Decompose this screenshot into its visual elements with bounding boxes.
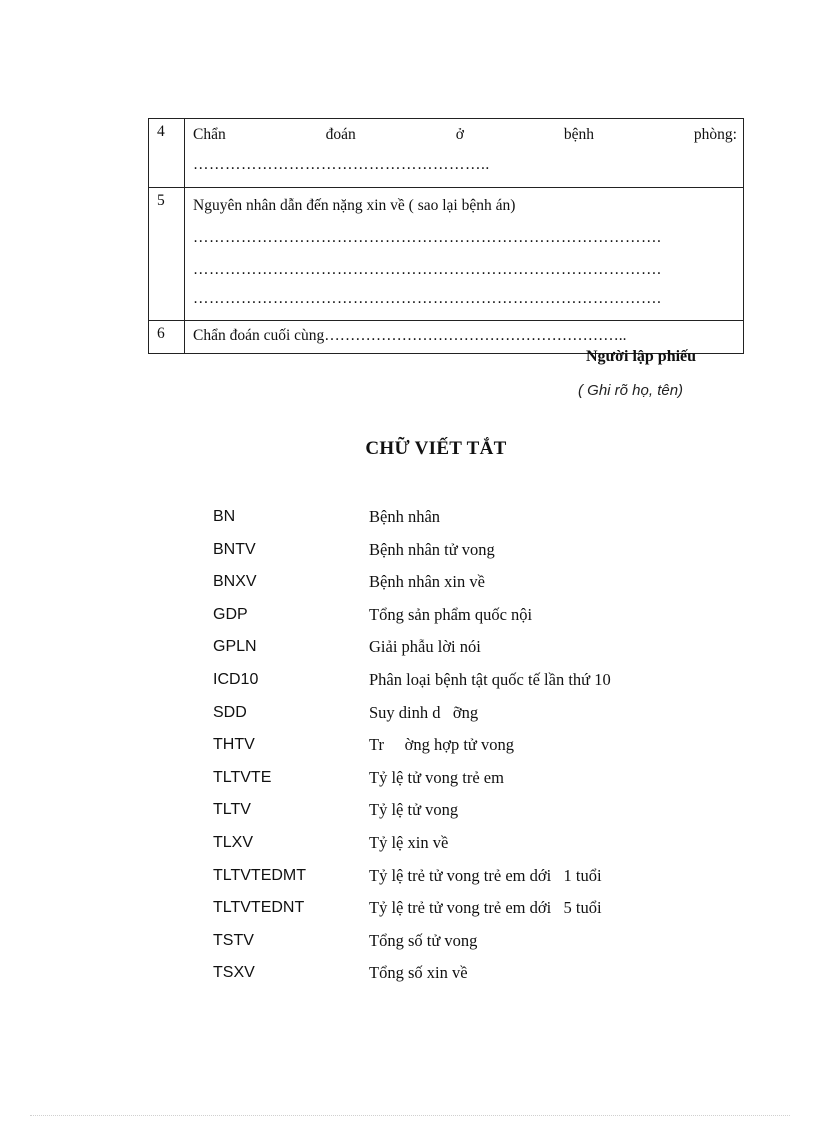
abbreviation-row [213, 766, 611, 799]
abbreviation-row [213, 961, 611, 994]
abbreviation-row [213, 635, 611, 668]
abbreviation-code: TSXV [213, 964, 255, 982]
abbreviation-meaning: Phân loại bệnh tật quốc tế lần thứ 10 [369, 669, 611, 689]
footer-divider [30, 1115, 790, 1116]
dotted-fill-line [193, 155, 737, 181]
abbreviation-code: ICD10 [213, 670, 259, 688]
abbreviation-row [213, 733, 611, 766]
abbreviation-code: TLTVTEDNT [213, 899, 305, 917]
dots: ……………………………………………………………………………. [193, 261, 662, 278]
abbreviation-row [213, 505, 611, 538]
abbreviation-meaning: Tỷ lệ trẻ tử vong trẻ em dới 5 tuổi [369, 898, 602, 918]
abbreviation-meaning: Bệnh nhân [369, 507, 441, 526]
abbreviation-meaning: Giải phẫu lời nói [369, 637, 481, 657]
signer-note: ( Ghi rõ họ, tên) [578, 382, 684, 399]
abbreviation-row [213, 798, 611, 831]
abbreviation-code: TLTV [213, 801, 251, 819]
row-title: Nguyên nhân dẫn đến nặng xin về ( sao lại bệnh án) [193, 197, 516, 214]
abbreviation-row [213, 570, 611, 603]
row-content [185, 119, 744, 188]
dots: ……………………………………………………………………………. [193, 229, 662, 246]
abbreviations-title: CHỮ VIẾT TẮT [365, 438, 507, 459]
row-number: 6 [149, 321, 185, 354]
row-label [193, 123, 737, 155]
form-table [148, 118, 744, 354]
abbreviation-meaning: Tổng sản phẩm quốc nội [369, 604, 533, 624]
label-word: bệnh [563, 126, 594, 143]
abbreviation-code: BNXV [213, 573, 257, 591]
signer-title: Người lập phiếu [586, 348, 697, 365]
abbreviation-meaning: Tổng số tử vong [369, 930, 478, 950]
dots: ……………………………………………….. [193, 156, 490, 173]
abbreviation-row [213, 668, 611, 701]
abbreviation-code: BNTV [213, 540, 256, 558]
abbreviation-meaning: Tỷ lệ tử vong [369, 800, 459, 820]
row-number: 4 [149, 119, 185, 188]
abbreviation-meaning: Bệnh nhân xin về [369, 572, 485, 592]
abbreviation-meaning: Tỷ lệ trẻ tử vong trẻ em dới 1 tuổi [369, 865, 602, 885]
abbreviation-code: TLTVTEDMT [213, 866, 307, 884]
dotted-fill-line [193, 288, 737, 314]
form-row-5 [149, 188, 744, 321]
abbreviation-code: TLTVTE [213, 768, 272, 786]
row-title: Chẩn đoán cuối cùng………………………………………………….. [193, 327, 627, 344]
row-content [185, 188, 744, 321]
form-row-4 [149, 119, 744, 188]
dotted-fill-line [193, 256, 737, 288]
abbreviation-meaning: Bệnh nhân tử vong [369, 539, 495, 559]
abbreviation-meaning: Tỷ lệ xin về [369, 832, 449, 852]
abbreviation-row [213, 864, 611, 897]
abbreviation-list [213, 505, 611, 994]
abbreviation-row [213, 831, 611, 864]
label-word: phòng: [693, 126, 737, 143]
label-word: ở [455, 126, 464, 143]
abbreviation-code: BN [213, 508, 236, 525]
dotted-fill-line [193, 224, 737, 256]
abbreviation-meaning: Tổng số xin về [369, 963, 468, 983]
abbreviation-row [213, 701, 611, 734]
abbreviation-code: THTV [213, 736, 255, 754]
abbreviation-row [213, 603, 611, 636]
row-number: 5 [149, 188, 185, 321]
abbreviation-row [213, 538, 611, 571]
abbreviation-code: GDP [213, 605, 248, 623]
abbreviation-code: TSTV [213, 931, 254, 949]
abbreviation-meaning: Suy dinh d ỡng [369, 702, 479, 722]
abbreviation-code: GPLN [213, 638, 257, 656]
abbreviation-code: TLXV [213, 833, 254, 851]
abbreviation-meaning: Tỷ lệ tử vong trẻ em [369, 767, 504, 787]
abbreviation-meaning: Tr ờng hợp tử vong [369, 735, 514, 755]
label-word: Chẩn [193, 126, 226, 143]
dots: ……………………………………………………………………………. [193, 290, 662, 307]
abbreviation-code: SDD [213, 703, 247, 721]
abbreviation-row [213, 929, 611, 962]
label-word: đoán [325, 126, 356, 143]
abbreviation-row [213, 896, 611, 929]
